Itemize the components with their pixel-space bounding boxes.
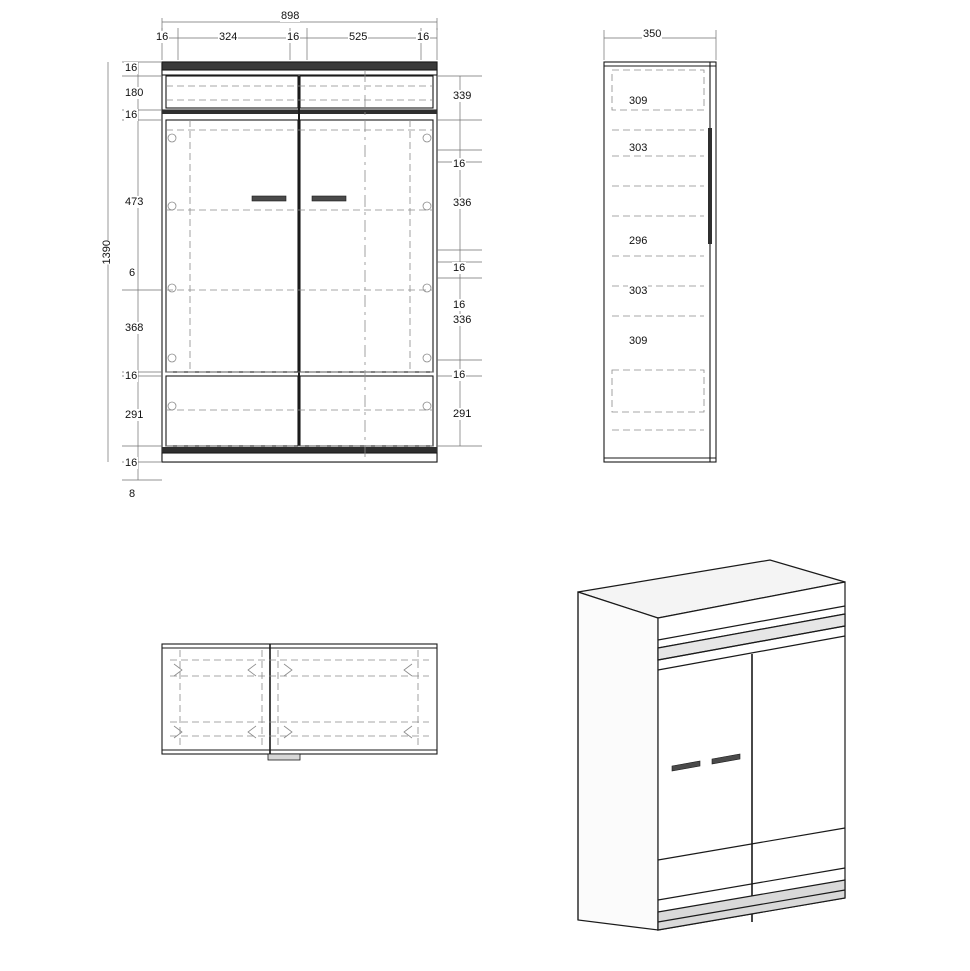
dim-front-left-4: 473 (125, 196, 144, 208)
dim-front-overall-width: 898 (281, 10, 300, 22)
dim-front-left-3: 16 (125, 109, 138, 121)
top-view (150, 630, 450, 790)
dim-side-2: 303 (629, 142, 648, 154)
dim-side-3: 296 (629, 235, 648, 247)
dim-front-right-3: 336 (453, 197, 472, 209)
dim-front-right-6: 336 (453, 314, 472, 326)
side-elevation-view (580, 10, 760, 490)
dim-front-left-5: 6 (129, 267, 136, 279)
dim-side-4: 303 (629, 285, 648, 297)
dim-front-left-2: 180 (125, 87, 144, 99)
dim-front-left-9: 16 (125, 457, 138, 469)
dim-front-left-8: 291 (125, 409, 144, 421)
dim-front-left-6: 368 (125, 322, 144, 334)
dim-front-left-7: 16 (125, 370, 138, 382)
dim-front-right-8: 291 (453, 408, 472, 420)
dim-front-overall-height: 1390 (101, 240, 113, 265)
dim-front-right-5: 16 (453, 299, 466, 311)
dim-front-left-1: 16 (125, 62, 138, 74)
dim-side-depth: 350 (643, 28, 662, 40)
dim-side-1: 309 (629, 95, 648, 107)
dim-front-top-3: 16 (287, 31, 300, 43)
dim-front-right-2: 16 (453, 158, 466, 170)
dim-front-top-5: 16 (417, 31, 430, 43)
isometric-view (560, 530, 880, 950)
dim-side-5: 309 (629, 335, 648, 347)
dim-front-top-1: 16 (156, 31, 169, 43)
dim-front-top-2: 324 (219, 31, 238, 43)
dim-front-right-7: 16 (453, 369, 466, 381)
dim-front-right-4: 16 (453, 262, 466, 274)
dim-front-right-1: 339 (453, 90, 472, 102)
dim-front-top-4: 525 (349, 31, 368, 43)
dim-front-left-10: 8 (129, 488, 136, 500)
front-elevation-view (100, 10, 490, 510)
